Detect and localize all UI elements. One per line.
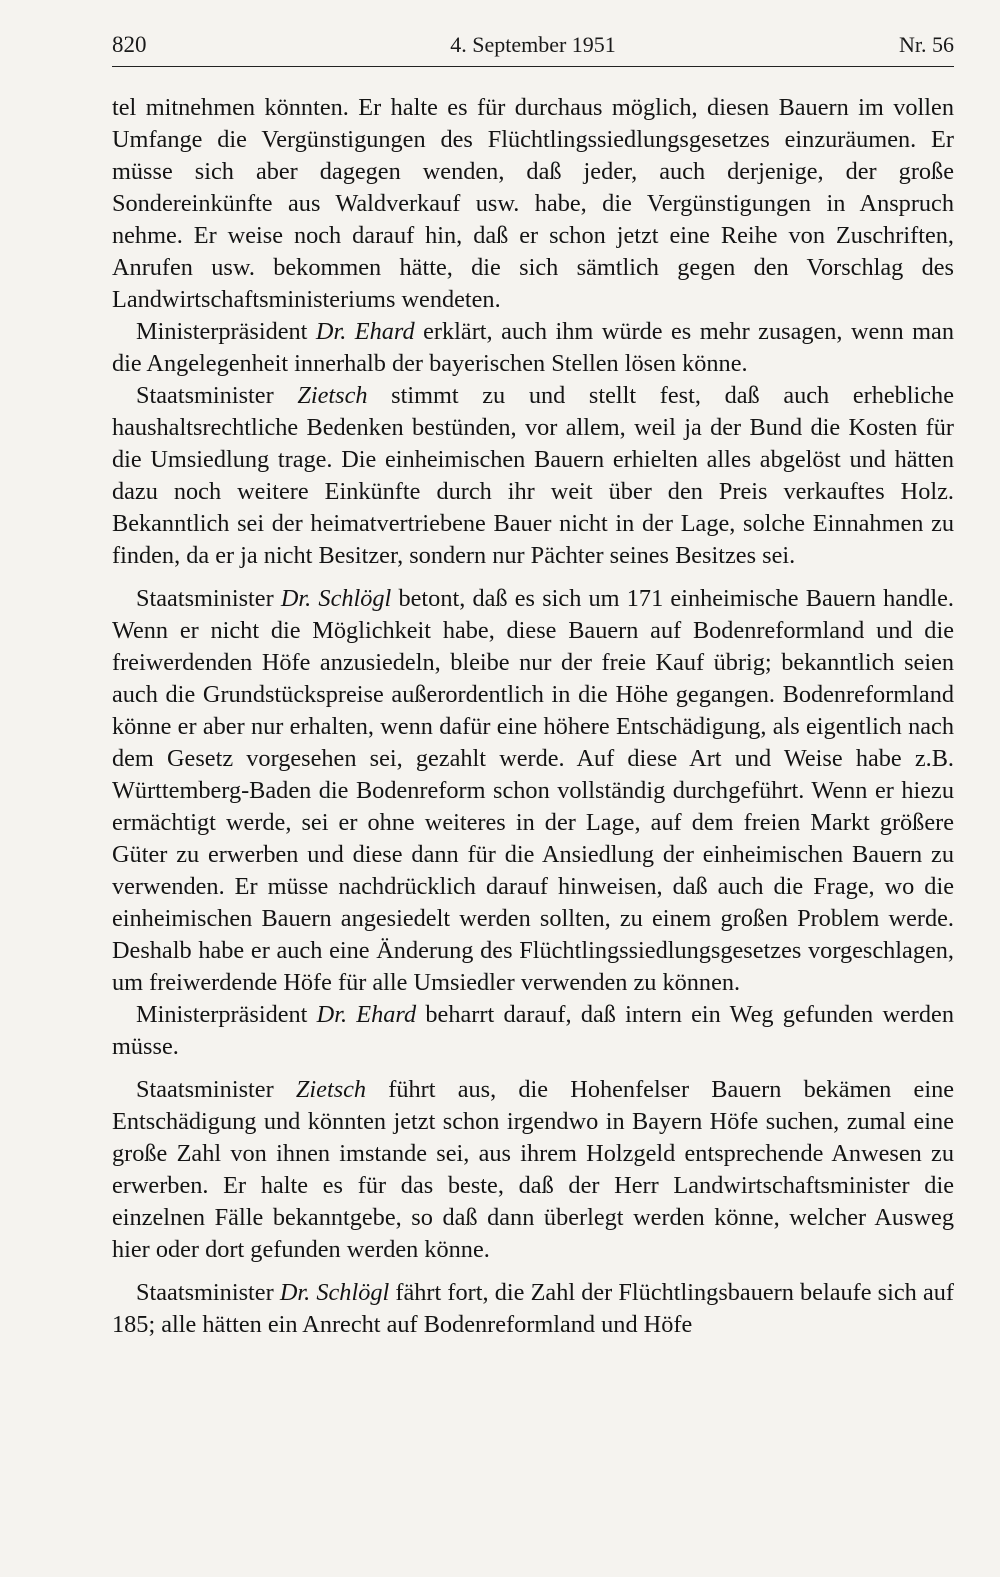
running-header — [112, 32, 954, 66]
header-date: 4. September 1951 — [450, 32, 616, 57]
speaker-name: Dr. Schlögl — [280, 585, 392, 612]
text-run: Staatsminister — [136, 585, 281, 612]
speaker-name: Dr. Ehard — [315, 318, 415, 345]
text-run: Ministerpräsident — [136, 1001, 317, 1028]
paragraph-continued — [112, 92, 954, 316]
issue-number: Nr. 56 — [899, 32, 954, 57]
text-run: betont, daß es sich um 171 einheimische Bauern handle. Wenn er nicht die Möglichkeit habe, diese Bauern auf Bodenreformland und die freiwerdenden Höfe anzusiedeln, bleibe nur der freie Kauf übrig; bekanntlich seien auch die Grundstückspreise außerordentlich in die Höhe gegangen. Bodenreformland könne er aber nur erhalten, wenn dafür eine höhere Entschädigung, als eigentlich nach dem Gesetz vorgesehen sei, gezahlt werde. Auf diese Art und Weise habe z.B. Württemberg-Baden die Bodenreform schon vollständig durchgeführt. Wenn er hiezu ermächtigt werde, sei er ohne weiteres in der Lage, auf dem freien Markt größere Güter zu erwerben und diese dann für die Ansiedlung der einheimischen Bauern zu verwenden. Er müsse nachdrücklich darauf hinweisen, daß auch die Frage, wo die einheimischen Bauern angesiedelt werden sollten, zu einem großen Problem werde. Deshalb habe er auch eine Änderung des Flüchtlingssiedlungsgesetzes vorgeschlagen, um freiwerdende Höfe für alle Umsiedler verwenden zu können. — [112, 585, 954, 996]
text-run: Staatsminister — [136, 382, 298, 409]
text-run: Staatsminister — [136, 1076, 296, 1103]
header-rule — [112, 66, 954, 67]
paragraph-ehard-2 — [112, 999, 954, 1063]
text-run: stimmt zu und stellt fest, daß auch erhebliche haushaltsrechtliche Bedenken bestünden, vor allem, weil ja der Bund die Kosten für die Umsiedlung trage. Die einheimischen Bauern erhielten alles abgelöst und hätten dazu noch weitere Einkünfte durch ihr weit über den Preis verkauftes Holz. Bekanntlich sei der heimatvertriebene Bauer nicht in der Lage, solche Einnahmen zu finden, da er ja nicht Besitzer, sondern nur Pächter seines Besitzes sei. — [112, 382, 954, 569]
text-run: erklärt, auch ihm würde es mehr zusagen, wenn man die Angelegenheit innerhalb der bayerischen Stellen lösen könne. — [112, 318, 954, 377]
speaker-name: Zietsch — [295, 1076, 367, 1103]
text-run: fährt fort, die Zahl der Flüchtlingsbauern belaufe sich auf 185; alle hätten ein Anrecht auf Bodenreformland und Höfe — [112, 1279, 954, 1338]
paragraph-schloegl-2 — [112, 1277, 954, 1341]
page-number: 820 — [112, 32, 147, 57]
paragraph-zietsch-2 — [112, 1074, 954, 1266]
speaker-name: Dr. Schlögl — [279, 1279, 390, 1306]
paragraph-schloegl-1 — [112, 583, 954, 999]
text-run: führt aus, die Hohenfelser Bauern bekämen eine Entschädigung und könnten jetzt schon irgendwo in Bayern Höfe suchen, zumal eine große Zahl von ihnen imstande sei, aus ihrem Holzgeld entsprechende Anwesen zu erwerben. Er halte es für das beste, daß der Herr Landwirtschaftsminister die einzelnen Fälle bekanntgebe, so daß dann überlegt werden könne, welcher Ausweg hier oder dort gefunden werden könne. — [112, 1076, 955, 1263]
body-text — [112, 92, 954, 1341]
text-run: Ministerpräsident — [136, 318, 316, 345]
speaker-name: Dr. Ehard — [316, 1001, 417, 1028]
speaker-name: Zietsch — [297, 382, 368, 409]
text-run: Staatsminister — [136, 1279, 280, 1306]
text-run: tel mitnehmen könnten. Er halte es für durchaus möglich, diesen Bauern im vollen Umfange die Vergünstigungen des Flüchtlingssiedlungsgesetzes einzuräumen. Er müsse sich aber dagegen wenden, daß jeder, auch derjenige, der große Sondereinkünfte aus Waldverkauf usw. habe, die Vergünstigungen in Anspruch nehme. Er weise noch darauf hin, daß er schon jetzt eine Reihe von Zuschriften, Anrufen usw. bekommen hätte, die sich sämtlich gegen den Vorschlag des Landwirtschaftsministeriums wendeten. — [112, 94, 954, 313]
paragraph-zietsch-1 — [112, 380, 954, 572]
text-run: beharrt darauf, daß intern ein Weg gefunden werden müsse. — [112, 1001, 954, 1060]
paragraph-ehard-1 — [112, 316, 954, 380]
